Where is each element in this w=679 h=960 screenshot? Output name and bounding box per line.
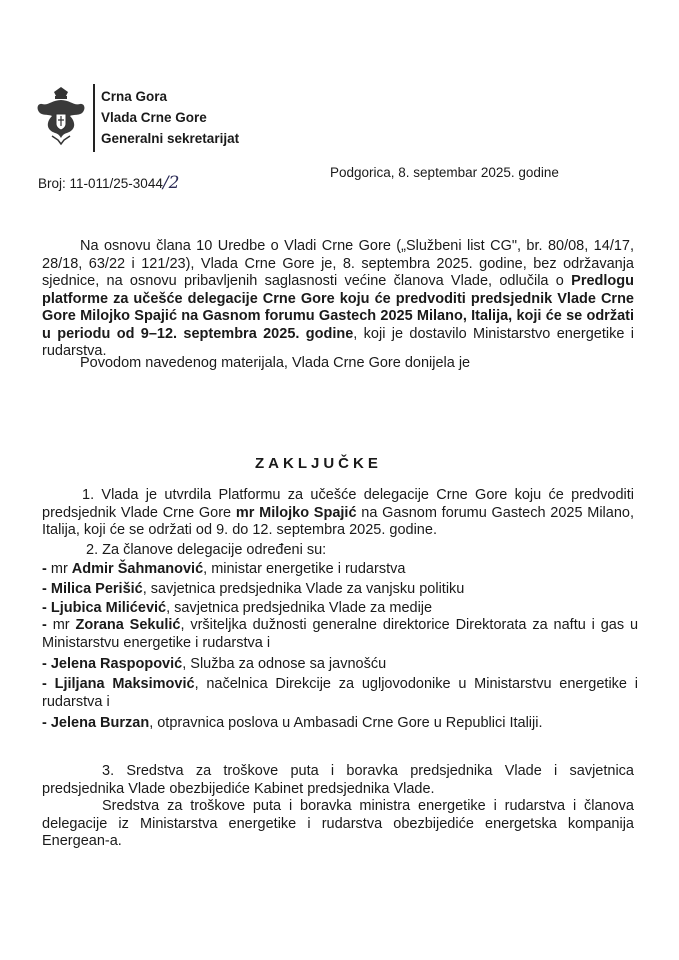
intro-text-bold: Predlogu platforme za učešće delegacije Crne Gore koju će predvoditi predsjednik Vlade Crne Gore Milojko Spajić na Gasnom forumu Gastech 2025 Milano, Italija, koji će se održati u periodu od 9–12. septembra 2025. godine xyxy=(42,273,634,342)
reference-handwritten-suffix: /2 xyxy=(162,173,180,193)
point-3-continued: Sredstva za troškove puta i boravka ministra energetike i rudarstva i članova delegacije iz Ministarstva energetike i rudarstva obezbijediće energetska kompanija Energean-a. xyxy=(42,798,634,849)
delegation-member: - mr Admir Šahmanović, ministar energetike i rudarstva xyxy=(42,561,406,577)
delegation-member: - Jelena Burzan, otpravnica poslova u Ambasadi Crne Gore u Republici Italiji. xyxy=(42,715,543,731)
delegation-member: - Ljubica Milićević, savjetnica predsjednika Vlade za medije xyxy=(42,600,433,616)
organization-header xyxy=(101,86,239,149)
point-1-text-end: na Gasnom forumu Gastech 2025 Milano, Italija, koji će se održati od 9. do 12. septembra 2025. godine. xyxy=(42,504,635,538)
occasion-paragraph: Povodom navedenog materijala, Vlada Crne Gore donijela je xyxy=(80,355,471,371)
delegation-member: - mr Zorana Sekulić, vršiteljka dužnosti generalne direktorice Direktorata za naftu i gas u Ministarstvu energetike i rudarstva i xyxy=(42,617,639,651)
reference-number xyxy=(38,173,179,193)
intro-text-1: Na osnovu člana 10 Uredbe o Vladi Crne Gore („Službeni list CG", br. 80/08, 14/17, 28/18, 63/22 i 121/23), Vlada Crne Gore je, 8. septembra 2025. godine, bez održavanja sjednice, na osnovu pribavljenih saglasnosti većine članova Vlade, odlučila o xyxy=(42,238,634,289)
coat-of-arms-icon xyxy=(34,86,88,146)
point-1-name: mr Milojko Spajić xyxy=(235,504,357,521)
delegation-member: - Milica Perišić, savjetnica predsjednika Vlade za vanjsku politiku xyxy=(42,581,465,597)
header-divider xyxy=(93,84,95,152)
delegation-member: - Jelena Raspopović, Služba za odnose sa javnošću xyxy=(42,656,387,672)
intro-paragraph xyxy=(42,238,634,361)
document-title: ZAKLJUČKE xyxy=(255,455,382,472)
delegation-member: - Ljiljana Maksimović, načelnica Direkcije za ugljovodonike u Ministarstvu energetike i rudarstva i xyxy=(42,676,638,710)
point-1-text: 1. Vlada je utvrdila Platformu za učešće delegacije Crne Gore koju će predvoditi predsjednik Vlade Crne Gore xyxy=(42,487,634,521)
reference-label: Broj: 11-011/25-3044 xyxy=(38,176,163,191)
place-date: Podgorica, 8. septembar 2025. godine xyxy=(330,165,559,180)
government-name: Vlada Crne Gore xyxy=(101,110,207,125)
point-2-intro: 2. Za članove delegacije određeni su: xyxy=(86,542,327,558)
country-name: Crna Gora xyxy=(101,89,168,104)
intro-text-2: , koji je dostavilo Ministarstvo energetike i rudarstva. xyxy=(42,325,634,359)
point-1 xyxy=(42,487,634,540)
point-3: 3. Sredstva za troškove puta i boravka predsjednika Vlade i savjetnica predsjednika Vlade obezbijediće Kabinet predsjednika Vlade. xyxy=(42,763,634,797)
department-name: Generalni sekretarijat xyxy=(101,131,240,146)
